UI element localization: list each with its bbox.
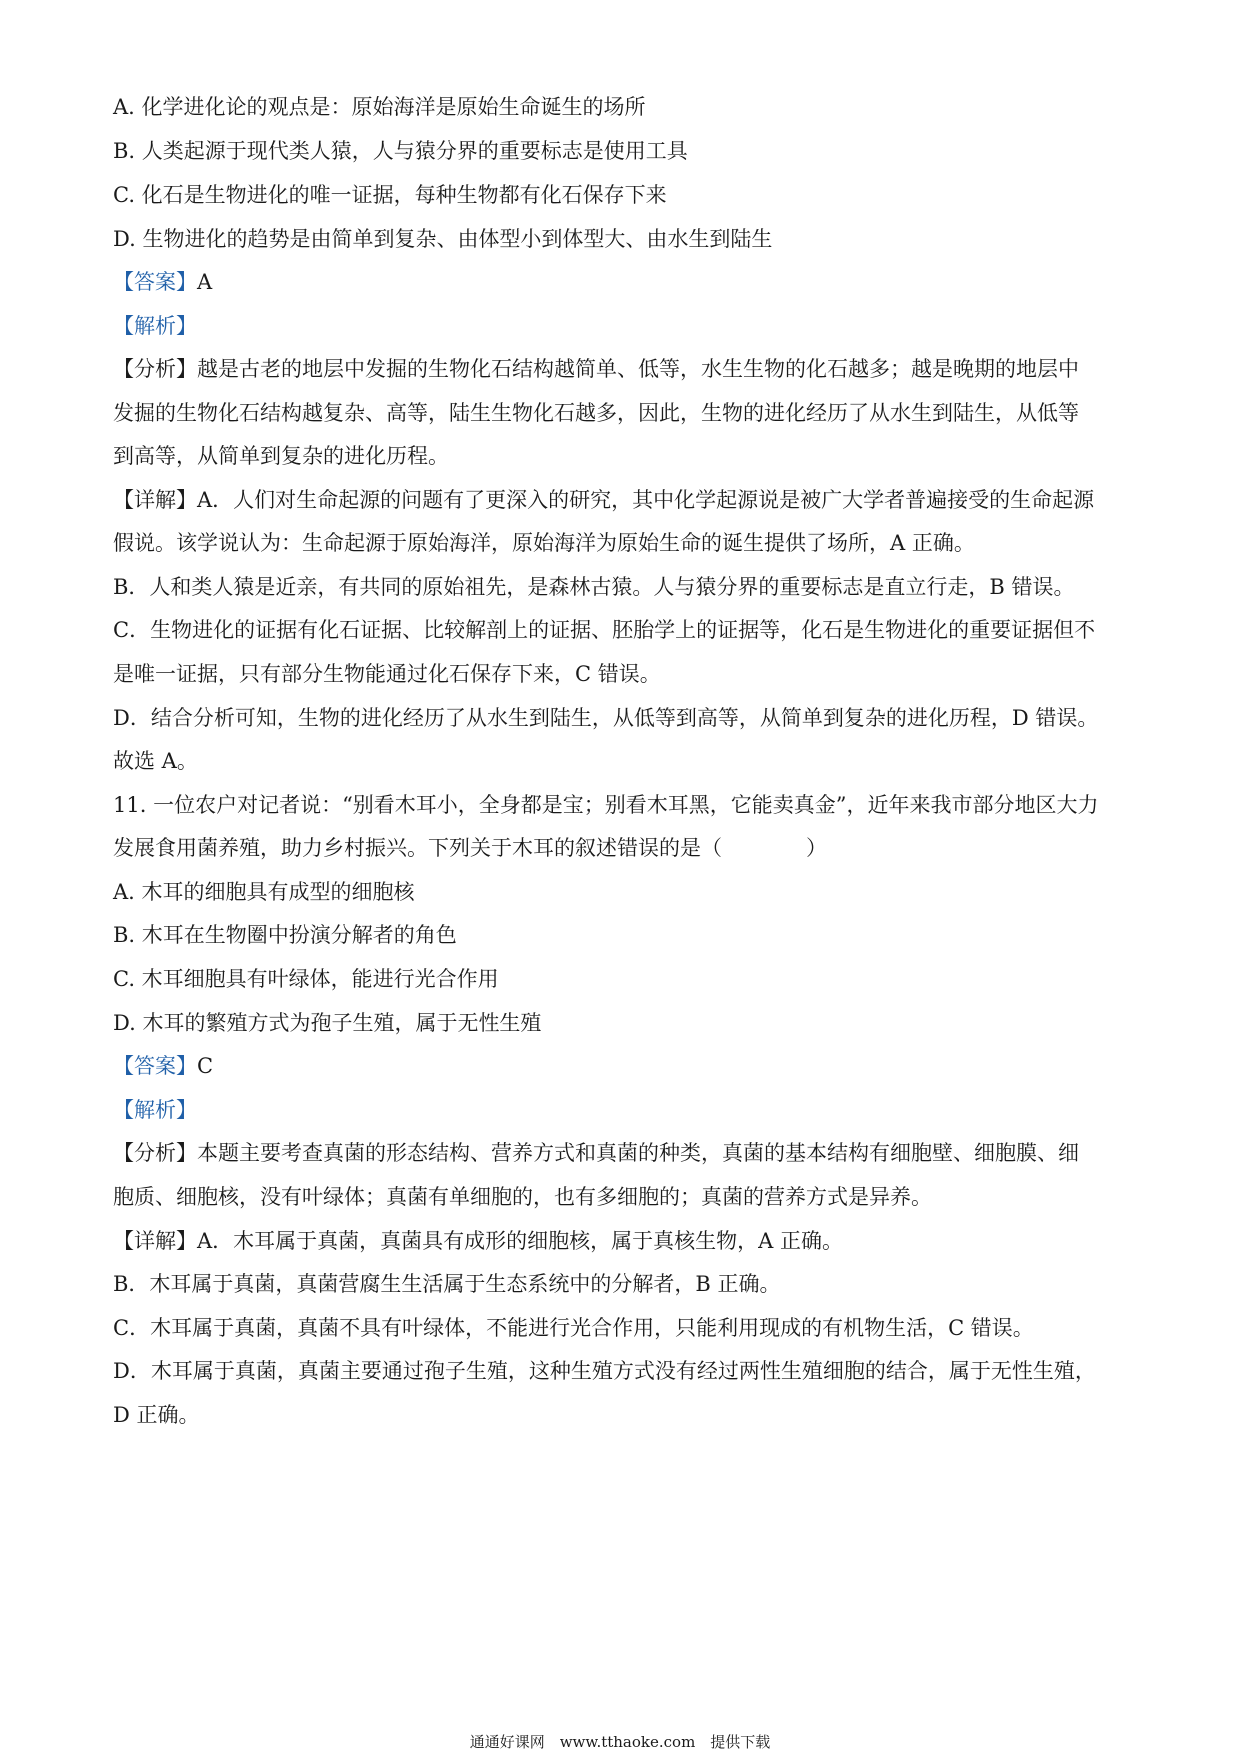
q11-analysis-tag: 【解析】 (113, 1098, 197, 1122)
q11-fenxi-line-2: 胞质、细胞核，没有叶绿体；真菌有单细胞的，也有多细胞的；真菌的营养方式是异养。 (113, 1185, 932, 1209)
answer-value: C (197, 1054, 214, 1078)
q11-option-a: A. 木耳的细胞具有成型的细胞核 (113, 880, 415, 904)
q11-xiangjie-line-1 (113, 1226, 1133, 1256)
q10-option-b: B. 人类起源于现代类人猿，人与猿分界的重要标志是使用工具 (113, 139, 688, 163)
q10-option-c: C. 化石是生物进化的唯一证据，每种生物都有化石保存下来 (113, 183, 667, 207)
q10-xiangjie-line-4: C．生物进化的证据有化石证据、比较解剖上的证据、胚胎学上的证据等，化石是生物进化的重要证据但不 (113, 618, 1096, 642)
q10-xiangjie-line-6: D．结合分析可知，生物的进化经历了从水生到陆生，从低等到高等，从简单到复杂的进化历程，D 错误。 (113, 706, 1099, 730)
xiangjie-tag: 【详解】 (113, 488, 197, 512)
q10-answer (113, 267, 1133, 297)
q10-xiangjie-line-3: B．人和类人猿是近亲，有共同的原始祖先，是森林古猿。人与猿分界的重要标志是直立行走，B 错误。 (113, 575, 1075, 599)
q10-analysis-tag: 【解析】 (113, 314, 197, 338)
q11-option-c: C. 木耳细胞具有叶绿体，能进行光合作用 (113, 967, 499, 991)
answer-value: A (197, 270, 213, 294)
q11-stem-line-2: 发展食用菌养殖，助力乡村振兴。下列关于木耳的叙述错误的是（ ） (113, 836, 827, 860)
answer-tag: 【答案】 (113, 1054, 197, 1078)
q11-option-d: D. 木耳的繁殖方式为孢子生殖，属于无性生殖 (113, 1011, 542, 1035)
q11-option-b: B. 木耳在生物圈中扮演分解者的角色 (113, 923, 457, 947)
q10-conclusion: 故选 A。 (113, 749, 198, 773)
q10-xiangjie-line-2: 假说。该学说认为：生命起源于原始海洋，原始海洋为原始生命的诞生提供了场所，A 正确。 (113, 531, 975, 555)
q10-xiangjie-line-1 (113, 485, 1133, 515)
q11-fenxi-line-1 (113, 1138, 1133, 1168)
q11-answer (113, 1051, 1133, 1081)
fenxi-text: 本题主要考查真菌的形态结构、营养方式和真菌的种类，真菌的基本结构有细胞壁、细胞膜、细 (197, 1141, 1079, 1165)
page-footer: 通通好课网 www.tthaoke.com 提供下载 (469, 1733, 771, 1751)
q11-xiangjie-line-3: C．木耳属于真菌，真菌不具有叶绿体，不能进行光合作用，只能利用现成的有机物生活，C 错误。 (113, 1316, 1034, 1340)
q10-fenxi-line-2: 发掘的生物化石结构越复杂、高等，陆生生物化石越多，因此，生物的进化经历了从水生到陆生，从低等 (113, 401, 1079, 425)
q11-xiangjie-line-4: D．木耳属于真菌，真菌主要通过孢子生殖，这种生殖方式没有经过两性生殖细胞的结合，属于无性生殖， (113, 1359, 1096, 1383)
fenxi-tag: 【分析】 (113, 357, 197, 381)
q10-fenxi-line-3: 到高等，从简单到复杂的进化历程。 (113, 444, 449, 468)
q10-xiangjie-line-5: 是唯一证据，只有部分生物能通过化石保存下来，C 错误。 (113, 662, 661, 686)
q11-xiangjie-line-5: D 正确。 (113, 1403, 200, 1427)
q10-option-d: D. 生物进化的趋势是由简单到复杂、由体型小到体型大、由水生到陆生 (113, 227, 773, 251)
xiangjie-text: A．木耳属于真菌，真菌具有成形的细胞核，属于真核生物，A 正确。 (197, 1229, 844, 1253)
fenxi-tag: 【分析】 (113, 1141, 197, 1165)
q10-fenxi-line-1 (113, 354, 1133, 384)
xiangjie-tag: 【详解】 (113, 1229, 197, 1253)
q10-option-a: A. 化学进化论的观点是：原始海洋是原始生命诞生的场所 (113, 95, 646, 119)
xiangjie-text: A．人们对生命起源的问题有了更深入的研究，其中化学起源说是被广大学者普遍接受的生命起源 (197, 488, 1095, 512)
answer-tag: 【答案】 (113, 270, 197, 294)
q11-stem-line-1: 11. 一位农户对记者说：“别看木耳小，全身都是宝；别看木耳黑，它能卖真金”，近年来我市部分地区大力 (113, 793, 1099, 817)
fenxi-text: 越是古老的地层中发掘的生物化石结构越简单、低等，水生生物的化石越多；越是晚期的地层中 (197, 357, 1079, 381)
q11-xiangjie-line-2: B．木耳属于真菌，真菌营腐生生活属于生态系统中的分解者，B 正确。 (113, 1272, 781, 1296)
